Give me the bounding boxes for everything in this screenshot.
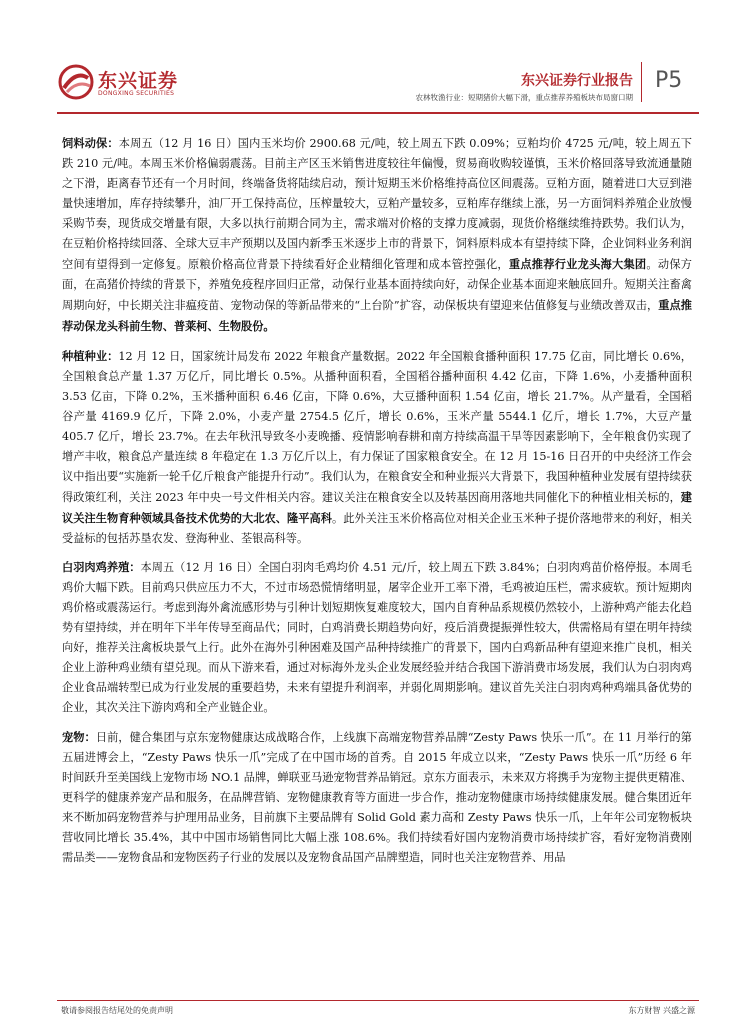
- footer-disclaimer: 敬请参阅报告结尾处的免责声明: [61, 1006, 173, 1015]
- body-text: 。此外关注玉米价格高位对相关企业玉米种子提价落地带来的利好，相关受益标的包括苏垦农发、登海种业、荃银高科等。: [62, 511, 692, 545]
- header-rule: [57, 112, 699, 114]
- body-text: 日前，健合集团与京东宠物健康达成战略合作，上线旗下高端宠物营养品牌“Zesty Paws 快乐一爪”。在 11 月举行的第五届进博会上，“Zesty Paws 快乐一爪”完成了在中国市场的首秀。自 2015 年成立以来，“Zesty Paws 快乐一爪”历经 6 年时间跃升至美国线上宠物市场 NO.1 品牌，蝉联亚马逊宠物营养品销冠。京东方面表示，未来双方将携手为宠物主提供更精准、更科学的健康养宠产品和服务，在品牌营销、宠物健康教育等方面进一步合作，推动宠物健康市场持续健康发展。健合集团近年来不断加码宠物营养与护理用品业务，目前旗下主要品牌有 Solid Gold 素力高和 Zesty Paws 快乐一爪，上年年公司宠物板块营收同比增长 35.4%，其中中国市场销售同比大幅上涨 108.6%。我们持续看好国内宠物消费市场持续扩容，看好宠物消费刚需品类——宠物食品和宠物医药子行业的发展以及宠物食品国产品牌塑造，同时也关注宠物营养、用品: [62, 730, 692, 864]
- paragraph-lead: 白羽肉鸡养殖：: [62, 560, 141, 574]
- report-subtitle: 农林牧渔行业：短期猪价大幅下滑，重点推荐养殖板块布局窗口期: [415, 93, 633, 102]
- footer-slogan: 东方财智 兴盛之源: [628, 1006, 695, 1015]
- paragraph: [62, 557, 692, 718]
- header-divider: [641, 62, 642, 102]
- report-body: [62, 133, 692, 876]
- paragraph-lead: 种植种业：: [62, 348, 119, 363]
- logo-english-name: DONGXING SECURITIES: [98, 90, 175, 97]
- highlight-text: 重点推荐动保龙头科前生物、普莱柯、生物股份。: [62, 298, 692, 333]
- page-number: P5: [655, 68, 683, 93]
- paragraph: [62, 346, 692, 549]
- highlight-text: 重点推荐行业龙头海大集团: [508, 257, 647, 271]
- logo-mark-icon: [58, 64, 94, 100]
- page-footer: [57, 1000, 699, 1015]
- body-text: 。动保方面，在高猪价持续的背景下，养殖免疫程序回归正常，动保行业基本面持续向好，动保企业基本面迎来触底回升。短期关注畜禽周期向好，中长期关注非瘟疫苗、宠物动保的等新品带来的“上台阶”扩容，动保板块有望迎来估值修复与业绩改善双击，: [62, 258, 692, 312]
- body-text: 12 月 12 日，国家统计局发布 2022 年粮食产量数据。2022 年全国粮食播种面积 17.75 亿亩，同比增长 0.6%，全国粮食总产量 1.37 万亿斤，同比增长 0.5%。从播种面积看，全国稻谷播种面积 4.42 亿亩，下降 1.6%，小麦播种面积 3.53 亿亩，下降 0.2%，玉米播种面积 6.46 亿亩，下降 0.6%，大豆播种面积 1.54 亿亩，增长 21.7%。从产量看，全国稻谷产量 4169.9 亿斤，下降 2.0%，小麦产量 2754.5 亿斤，增长 0.6%，玉米产量 5544.1 亿斤，增长 1.7%，大豆产量 405.7 亿斤，增长 23.7%。在去年秋汛导致冬小麦晚播、疫情影响春耕和南方持续高温干旱等因素影响下，全年粮食仍实现了增产丰收，粮食总产量连续 8 年稳定在 1.3 万亿斤以上，有力保证了国家粮食安全。在 12 月 15-16 日召开的中央经济工作会议中指出要“实施新一轮千亿斤粮食产能提升行动”。我们认为，在粮食安全和种业振兴大背景下，我国种植种业发展有望持续获得政策红利，关注 2023 年中央一号文件相关内容。建议关注在粮食安全以及转基因商用落地共同催化下的种植业相关标的，: [62, 349, 692, 504]
- body-text: 本周五（12 月 16 日）全国白羽肉毛鸡均价 4.51 元/斤，较上周五下跌 3.84%；白羽肉鸡苗价格停报。本周毛鸡价大幅下跌。目前鸡只供应压力不大，不过市场恐慌情绪明显，屠宰企业开工率下滑，毛鸡被迫压栏，需求疲软。预计短期肉鸡价格或震荡运行。考虑到海外禽流感形势与引种计划短期恢复难度较大，国内自育种品系规模仍然较小，上游种鸡产能去化趋势有望持续，并在明年下半年传导至商品代；同时，白鸡消费长期趋势向好，疫后消费提振弹性较大，供需格局有望在明年持续向好，推荐关注禽板块景气上行。此外在海外引种困难及国产品种持续推广的背景下，国内白鸡新品种有望迎来推广良机，相关企业上游种鸡业绩有望兑现。而从下游来看，通过对标海外龙头企业发展经验并结合我国下游消费市场发展，我们认为白羽肉鸡企业食品端转型已成为行业发展的重要趋势，未来有望提升利润率，并弱化周期影响。建议首先关注白羽肉鸡种鸡端具备优势的企业，其次关注下游肉鸡和全产业链企业。: [62, 561, 692, 714]
- paragraph: [62, 727, 692, 868]
- highlight-text: 建议关注生物育种领域具备技术优势的大北农、隆平高科: [62, 489, 692, 525]
- logo-name: 东兴证券: [98, 70, 179, 92]
- paragraph: [62, 133, 692, 337]
- paragraph-lead: 饲料动保：: [62, 136, 119, 150]
- page-header: [0, 0, 755, 110]
- body-text: 本周五（12 月 16 日）国内玉米均价 2900.68 元/吨，较上周五下跌 0.09%；豆粕均价 4725 元/吨，较上周五下跌 210 元/吨。本周玉米价格偏弱震荡。目前主产区玉米销售进度较往年偏慢，贸易商收购较谨慎，玉米价格回落导致流通量随之下滑，距离春节还有一个月时间，终端备货将陆续启动，预计短期玉米价格维持高位区间震荡。豆粕方面，随着进口大豆到港量快速增加，库存持续攀升，油厂开工保持高位，压榨量较大，豆粕产量较多，豆粕库存继续上涨，另一方面饲料养殖企业放慢采购节奏，现货成交增量有限，大多以执行前期合同为主，需求端对价格的支撑力度减弱，现货价格继续维持跌势。我们认为，在豆粕价格持续回落、全球大豆丰产预期以及国内新季玉米逐步上市的背景下，饲料原料成本有望持续下降，企业饲料业务利润空间有望得到一定修复。原粮价格高位背景下持续看好企业精细化管理和成本管控强化，: [62, 137, 692, 271]
- report-brand: 东兴证券行业报告: [521, 73, 633, 89]
- company-logo: [58, 62, 178, 102]
- paragraph-lead: 宠物：: [62, 729, 96, 744]
